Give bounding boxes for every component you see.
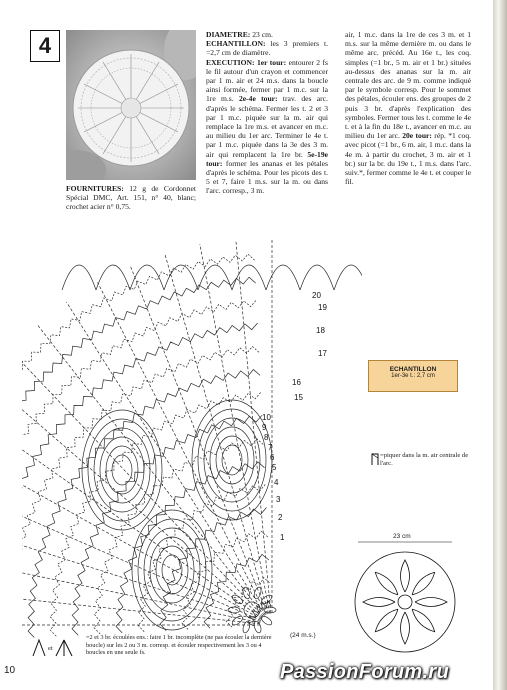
round1-text: entourer 2 fs le fil autour d'un crayon et commencer par 1 m. air et 24 m.s. dans la boucle ainsi formée, fermer par 1 m.c. sur la 1re m.s. xyxy=(206,57,328,104)
pattern-number-badge xyxy=(30,30,60,62)
materials-label: FOURNITURES: xyxy=(66,184,124,193)
round-number-label: 5 xyxy=(272,463,277,472)
round-number-label: 2 xyxy=(278,513,283,522)
round-number-label: 9 xyxy=(262,423,267,432)
motif-petal xyxy=(401,560,410,592)
sample-label: ECHANTILLON: xyxy=(206,39,266,49)
doily-outline-diagram xyxy=(340,532,470,662)
round-number-label: 16 xyxy=(292,378,301,387)
diameter-label: DIAMETRE: xyxy=(206,30,251,39)
motif-petal xyxy=(415,598,447,607)
round2-text: trav. des arc. d'après le schéma. Fermer les t. 2 et 3 par 1 m.c. piquée sur la m. air qui remplace la 1re m.s. et avancer en m.c. au milieu du 1er arc. Terminer le 4e t. par 1 m.c. piquée dans la 3e des 3 m. air qui remplacent la 1re br. xyxy=(206,94,328,159)
instructions-column-1 xyxy=(206,30,328,196)
sample-box xyxy=(368,360,458,392)
round2-label: 2e-4e tour: xyxy=(238,94,278,104)
motif-petal xyxy=(375,609,398,632)
col2-text: air, 1 m.c. dans la 1re de ces 3 m. et 1 m.s. sur la même dernière m. ou dans le même arc. précéd. Au 16e t., les coq. simples (=1 br., 5 m. air et 1 br.) situées au-dessus des ananas sur la m. air centrale des arc. de 9 m. comme indiqué par le symbole corresp. Pour le sommet des pétales, écouler ens. des groupes de 2 puis 3 br. d'après l'explication des symboles. Fermer tous les t. comme le 4e t. et à la fin du 18e t., avancer en m.c. au milieu du 1er arc. xyxy=(345,30,471,141)
round1-label: 1er tour: xyxy=(256,57,287,67)
motif-petal xyxy=(375,572,398,595)
round-number-label: 1 xyxy=(280,533,285,542)
round-number-label: 19 xyxy=(318,303,327,312)
round-number-label: 4 xyxy=(274,478,279,487)
materials-text: 12 g de Cordonnet Spécial DMC, Art. 151, n° 40, blanc; crochet acier n° 0,75. xyxy=(66,184,196,212)
legend-et-label: et xyxy=(48,645,53,652)
pick-symbol-icon xyxy=(370,452,380,466)
round5-text: former les ananas et les pétales d'après le schéma. Pour les picots des t. 5 et 7, faire 1 m.s. sur la m. ou dans l'arc. corresp., 3 m. xyxy=(206,158,328,196)
cluster-symbols-icon xyxy=(30,636,78,658)
round-number-label: 18 xyxy=(316,326,325,335)
round-number-label: 20 xyxy=(312,291,321,300)
motif-petal xyxy=(363,598,395,607)
round-number-label: 7 xyxy=(268,443,273,452)
sample-value: les 3 premiers t. =2,7 cm de diamètre. xyxy=(206,39,328,58)
round20-text: rép. *1 coq. avec picot (=1 br., 6 m. air, 1 m.c. dans la 4e m. à partir du crochet, 3 m. air et 1 br.) sur la br. du 19e t., 1 m.s. dans l'arc. suiv.*, fermer comme le 4e t. et couper le fil. xyxy=(345,131,472,187)
page-edge xyxy=(493,0,507,690)
materials-block xyxy=(66,184,196,212)
doily-photo-image xyxy=(66,30,196,180)
instructions-column-2 xyxy=(345,30,471,186)
round-number-label: 8 xyxy=(264,433,269,442)
pattern-number: 4 xyxy=(38,33,52,58)
doily-photo xyxy=(66,30,196,180)
motif-petal xyxy=(412,609,435,632)
round-number-label: 15 xyxy=(294,393,303,402)
cluster-legend-text: =2 et 3 br. écoulées ens.: faire 1 br. incomplète (ne pas écouler la dernière boucle) sur les 2 ou 3 m. corresp. et écouler respectivement les 3 ou 4 boucles en une seule fs. xyxy=(86,634,272,657)
round-number-label: 6 xyxy=(270,453,275,462)
round-number-label: 3 xyxy=(276,495,281,504)
round-number-label: 10 xyxy=(262,413,271,422)
site-watermark: PassionForum.ru xyxy=(280,661,449,683)
round5-label: 5e-19e tour: xyxy=(206,149,328,168)
diameter-value: 23 cm. xyxy=(252,30,273,39)
crochet-chart xyxy=(22,240,362,645)
pick-legend-text: =piquer dans la m. air centrale de l'arc. xyxy=(380,452,469,467)
stitch-count-note: (24 m.s.) xyxy=(290,632,316,639)
round20-label: 20e tour: xyxy=(402,131,432,141)
page-number: 10 xyxy=(4,665,16,676)
diameter-dimension: 23 cm xyxy=(393,533,411,540)
sample-box-subtitle: 1er-3e t.: 2,7 cm xyxy=(391,373,435,379)
motif-petal xyxy=(401,612,410,644)
motif-petal xyxy=(412,572,435,595)
sample-box-title: ECHANTILLON xyxy=(389,366,437,373)
round-number-label: 17 xyxy=(318,349,327,358)
execution-label: EXECUTION: xyxy=(206,57,255,67)
